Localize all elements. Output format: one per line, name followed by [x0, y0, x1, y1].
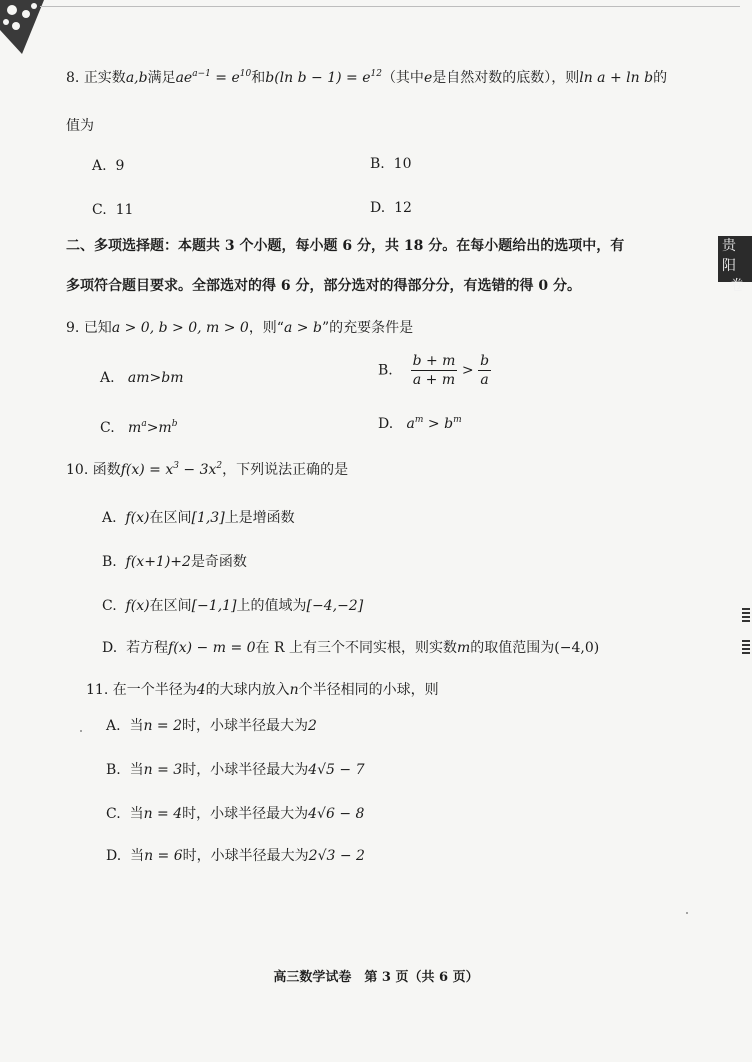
- top-border: [40, 6, 740, 7]
- section2-heading-line2: 多项符合题目要求。全部选对的得 6 分，部分选对的得部分分，有选错的得 0 分。: [66, 278, 581, 294]
- q11-option-c[interactable]: C. 当n = 4时，小球半径最大为4√6 − 8: [106, 806, 365, 822]
- q10-option-b[interactable]: B. f(x+1)+2是奇函数: [102, 554, 247, 570]
- q9-option-b[interactable]: B. $\frac{b + m}{a + m}$ > $\frac{b}{a}$: [378, 353, 490, 388]
- side-tab-line2: 卷: [730, 278, 746, 294]
- q8-number: 8.: [66, 70, 80, 86]
- q9-stem: 9. 已知a > 0, b > 0, m > 0，则“a > b”的充要条件是: [66, 320, 414, 336]
- q8-eq2: b(ln $b - 1) = e^{12}$: [265, 69, 382, 86]
- q10-option-a[interactable]: A. f(x)在区间[1,3]上是增函数: [102, 510, 295, 526]
- q8-option-c[interactable]: C. 11: [92, 202, 134, 218]
- q8-text: 满足: [147, 70, 176, 86]
- q10-option-d[interactable]: D. 若方程f(x) − m = 0在 R 上有三个不同实根，则实数m的取值范围为(−4,0): [102, 640, 600, 656]
- q8-option-b[interactable]: B. 10: [370, 156, 412, 172]
- q10-option-c[interactable]: C. f(x)在区间[−1,1]上的值域为[−4,−2]: [102, 598, 364, 614]
- scan-speck: [80, 730, 82, 732]
- q8-text: 是自然对数的底数），则: [432, 70, 580, 86]
- q11-option-b[interactable]: B. 当n = 3时，小球半径最大为4√5 − 7: [106, 762, 365, 778]
- q8-text: 和: [251, 70, 266, 86]
- corner-ornament-icon: [0, 0, 44, 54]
- scan-speck: [686, 912, 688, 914]
- q9-option-c[interactable]: C. $m^a>m^b$: [100, 419, 178, 436]
- q8-stem: [66, 68, 667, 88]
- edge-mark: [742, 608, 750, 622]
- q11-option-d[interactable]: D. 当n = 6时，小球半径最大为2√3 − 2: [106, 848, 365, 864]
- q9-option-d[interactable]: D. $a^m > b^m$: [378, 415, 462, 432]
- q9-option-a[interactable]: A. am>bm: [100, 370, 184, 386]
- q8-vars: a,b: [125, 70, 148, 86]
- q11-stem: 11. 在一个半径为4的大球内放入n个半径相同的小球，则: [86, 682, 439, 698]
- section2-heading: 二、多项选择题：本题共 3 个小题，每小题 6 分，共 18 分。在每小题给出的选项中，有: [66, 238, 625, 254]
- side-tab: [718, 236, 752, 294]
- q8-option-a[interactable]: A. 9: [92, 158, 125, 174]
- q11-option-a[interactable]: A. 当n = 2时，小球半径最大为2: [106, 718, 317, 734]
- q8-eq1: $ae^{a-1} = e^{10}$: [175, 69, 252, 86]
- q8-expr: ln a + ln b: [579, 70, 654, 86]
- q8-e: e: [423, 70, 433, 86]
- q10-stem: 10. 函数$f(x) = x^3 - 3x^2$，下列说法正确的是: [66, 461, 349, 478]
- page-footer: 高三数学试卷 第 3 页（共 6 页）: [273, 970, 479, 985]
- side-tab-line1: 贵阳: [722, 238, 738, 274]
- q8-stem-line2: 值为: [66, 118, 94, 134]
- q8-text: 的: [653, 70, 668, 86]
- q8-option-d[interactable]: D. 12: [370, 200, 412, 216]
- edge-mark: [742, 640, 750, 654]
- q8-text: （其中: [381, 70, 424, 86]
- q8-text: 正实数: [83, 70, 126, 86]
